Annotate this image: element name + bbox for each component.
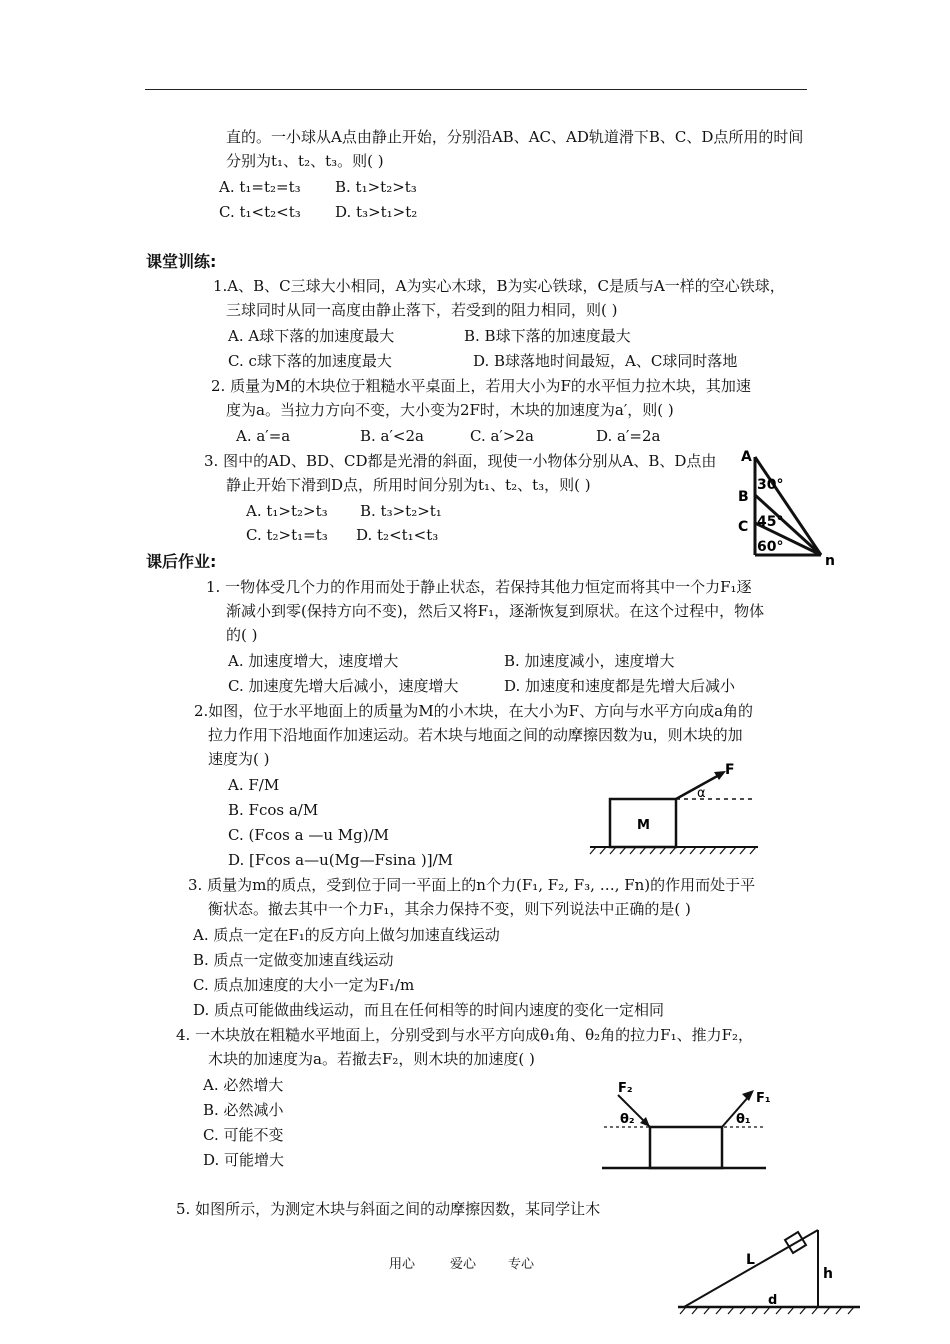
intro-line-1: 直的。一小球从A点由静止开始，分别沿AB、AC、AD轨道滑下B、C、D点所用的时间 <box>226 128 804 146</box>
homework-q1-line-3: 的( ) <box>226 626 258 644</box>
homework-q1-option-c: C. 加速度先增大后减小，速度增大 <box>228 677 459 695</box>
point-c-label: C <box>738 519 749 535</box>
classroom-q1-option-b: B. B球下落的加速度最大 <box>464 327 631 345</box>
incline-block-diagram <box>676 1212 866 1320</box>
homework-q2-option-d: D. [Fcos a—u(Mg—Fsina )]/M <box>228 851 453 869</box>
homework-q4-option-b: B. 必然减小 <box>203 1101 284 1119</box>
homework-q3-option-a: A. 质点一定在F₁的反方向上做匀加速直线运动 <box>193 926 500 944</box>
block-pull-diagram <box>588 758 778 858</box>
homework-q1-option-b: B. 加速度减小，速度增大 <box>504 652 675 670</box>
angle-30-label: 30° <box>757 477 784 493</box>
homework-q4-option-d: D. 可能增大 <box>203 1151 285 1169</box>
homework-heading: 课后作业: <box>146 552 217 571</box>
classroom-q3-line-1: 3. 图中的AD、BD、CD都是光滑的斜面，现使一小物体分别从A、B、D点由 <box>204 452 717 470</box>
homework-q3-option-d: D. 质点可能做曲线运动，而且在任何相等的时间内速度的变化一定相同 <box>193 1001 665 1019</box>
block-two-forces-diagram <box>600 1078 770 1178</box>
homework-q2-option-c: C. (Fcos a —u Mg)/M <box>228 826 390 844</box>
incline-base-label: d <box>768 1293 778 1308</box>
force-f-label: F <box>725 762 735 778</box>
homework-q2-line-3: 速度为( ) <box>208 750 270 768</box>
homework-q2-line-1: 2.如图，位于水平地面上的质量为M的小木块，在大小为F、方向与水平方向成a角的 <box>194 702 754 720</box>
footer-text-1: 用心 <box>389 1257 416 1272</box>
classroom-q2-option-c: C. a′>2a <box>470 427 534 445</box>
angle-alpha-label: α <box>697 786 706 801</box>
classroom-q1-option-a: A. A球下落的加速度最大 <box>228 327 395 345</box>
homework-q3-option-b: B. 质点一定做变加速直线运动 <box>193 951 394 969</box>
intro-option-b: B. t₁>t₂>t₃ <box>335 178 417 196</box>
classroom-q1-line-2: 三球同时从同一高度由静止落下，若受到的阻力相同，则( ) <box>226 301 618 319</box>
incline-height-label: h <box>823 1266 833 1282</box>
classroom-q1-line-1: 1.A、B、C三球大小相同，A为实心木球，B为实心铁球，C是质与A一样的空心铁球， <box>213 277 785 295</box>
incline-length-label: L <box>746 1252 755 1268</box>
incline-diagram <box>735 445 840 569</box>
classroom-q2-option-d: D. a′=2a <box>596 427 661 445</box>
intro-option-d: D. t₃>t₁>t₂ <box>335 203 418 221</box>
homework-q3-option-c: C. 质点加速度的大小一定为F₁/m <box>193 976 415 994</box>
angle-45-label: 45° <box>757 514 784 530</box>
block-mass-label: M <box>637 818 650 833</box>
force-f1-label: F₁ <box>756 1091 771 1106</box>
classroom-q1-option-c: C. c球下落的加速度最大 <box>228 352 392 370</box>
homework-q1-line-1: 1. 一物体受几个力的作用而处于静止状态，若保持其他力恒定而将其中一个力F₁逐 <box>206 578 752 596</box>
intro-option-a: A. t₁=t₂=t₃ <box>219 178 301 196</box>
homework-q3-line-2: 衡状态。撤去其中一个力F₁，其余力保持不变，则下列说法中正确的是( ) <box>208 900 691 918</box>
homework-q4-line-2: 木块的加速度为a。若撤去F₂，则木块的加速度( ) <box>208 1050 535 1068</box>
homework-q4-option-c: C. 可能不变 <box>203 1126 284 1144</box>
footer-text-3: 专心 <box>508 1257 535 1272</box>
intro-option-c: C. t₁<t₂<t₃ <box>219 203 301 221</box>
point-a-label: A <box>741 449 752 465</box>
force-f2-label: F₂ <box>618 1081 633 1096</box>
homework-q4-option-a: A. 必然增大 <box>203 1076 284 1094</box>
homework-q5-line-1: 5. 如图所示，为测定木块与斜面之间的动摩擦因数，某同学让木 <box>176 1200 601 1218</box>
homework-q3-line-1: 3. 质量为m的质点，受到位于同一平面上的n个力(F₁, F₂, F₃, …, Fn)的作用而处于平 <box>188 876 756 894</box>
point-d-label: n <box>825 553 835 569</box>
classroom-q3-option-b: B. t₃>t₂>t₁ <box>360 502 442 520</box>
classroom-q2-option-a: A. a′=a <box>236 427 291 445</box>
footer-text-2: 爱心 <box>450 1257 477 1272</box>
angle-theta2-label: θ₂ <box>620 1112 635 1127</box>
classroom-q2-option-b: B. a′<2a <box>360 427 424 445</box>
classroom-q3-option-c: C. t₂>t₁=t₃ <box>246 526 328 544</box>
homework-q2-line-2: 拉力作用下沿地面作加速运动。若木块与地面之间的动摩擦因数为u，则木块的加 <box>208 726 743 744</box>
classroom-q3-line-2: 静止开始下滑到D点，所用时间分别为t₁、t₂、t₃，则( ) <box>226 476 591 494</box>
classroom-q3-option-a: A. t₁>t₂>t₃ <box>246 502 328 520</box>
angle-60-label: 60° <box>757 539 784 555</box>
angle-theta1-label: θ₁ <box>736 1112 751 1127</box>
header-rule <box>145 89 807 90</box>
intro-line-2: 分别为t₁、t₂、t₃。则( ) <box>226 152 384 170</box>
homework-q1-option-a: A. 加速度增大，速度增大 <box>228 652 399 670</box>
classroom-heading: 课堂训练: <box>146 252 217 271</box>
classroom-q1-option-d: D. B球落地时间最短，A、C球同时落地 <box>473 352 738 370</box>
classroom-q2-line-2: 度为a。当拉力方向不变，大小变为2F时，木块的加速度为a′，则( ) <box>226 401 674 419</box>
homework-q2-option-a: A. F/M <box>228 776 280 794</box>
classroom-q2-line-1: 2. 质量为M的木块位于粗糙水平桌面上，若用大小为F的水平恒力拉木块，其加速 <box>211 377 751 395</box>
homework-q2-option-b: B. Fcos a/M <box>228 801 319 819</box>
homework-q1-line-2: 渐减小到零(保持方向不变)，然后又将F₁，逐渐恢复到原状。在这个过程中，物体 <box>226 602 765 620</box>
point-b-label: B <box>738 489 749 505</box>
homework-q1-option-d: D. 加速度和速度都是先增大后减小 <box>504 677 736 695</box>
homework-q4-line-1: 4. 一木块放在粗糙水平地面上，分别受到与水平方向成θ₁角、θ₂角的拉力F₁、推力F₂， <box>176 1026 754 1044</box>
classroom-q3-option-d: D. t₂<t₁<t₃ <box>356 526 439 544</box>
